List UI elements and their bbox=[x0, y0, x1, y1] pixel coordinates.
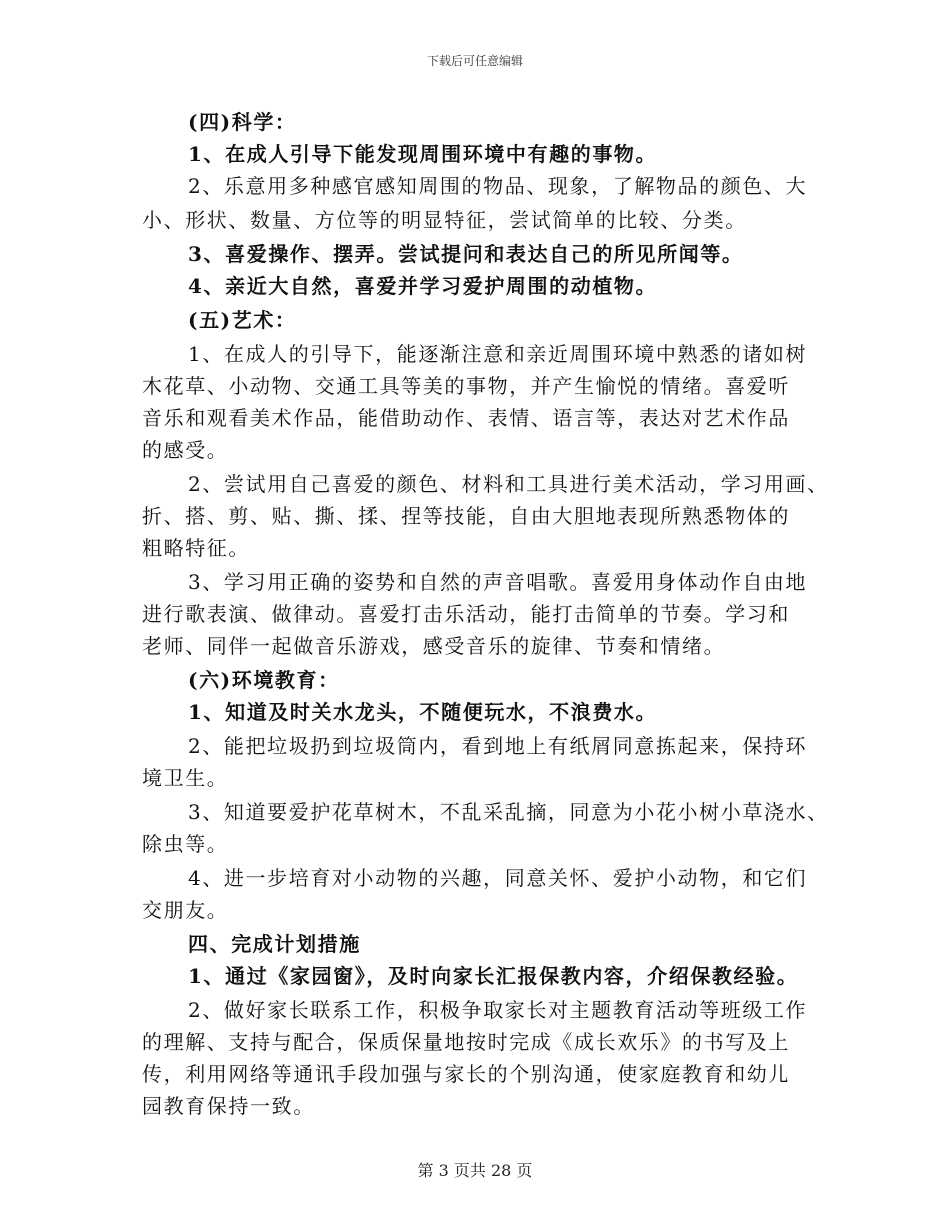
document-text-line: 4、进一步培育对小动物的兴趣，同意关怀、爱护小动物，和它们 bbox=[188, 866, 808, 890]
document-text-line: 除虫等。 bbox=[142, 832, 229, 856]
document-heading-line: 1、知道及时关水龙头，不随便玩水，不浪费水。 bbox=[188, 700, 658, 724]
document-heading-line: (五)艺术： bbox=[188, 308, 297, 332]
page-header-note: 下载后可任意编辑 bbox=[426, 54, 523, 68]
document-text-line: 进行歌表演、做律动。喜爱打击乐活动，能打击简单的节奏。学习和 bbox=[142, 602, 790, 626]
document-text-line: 2、做好家长联系工作，积极争取家长对主题教育活动等班级工作 bbox=[188, 998, 808, 1022]
document-text-line: 的理解、支持与配合，保质保量地按时完成《成长欢乐》的书写及上 bbox=[142, 1030, 790, 1054]
document-text-line: 粗略特征。 bbox=[142, 536, 250, 560]
document-text-line: 音乐和观看美术作品，能借助动作、表情、语言等，表达对艺术作品 bbox=[142, 406, 790, 430]
document-heading-line: 1、在成人引导下能发现周围环境中有趣的事物。 bbox=[188, 142, 658, 166]
document-heading-line: 四、完成计划措施 bbox=[188, 932, 361, 956]
document-text-line: 2、能把垃圾扔到垃圾筒内，看到地上有纸屑同意拣起来，保持环 bbox=[188, 734, 808, 758]
document-text-line: 境卫生。 bbox=[142, 766, 229, 790]
document-text-line: 3、学习用正确的姿势和自然的声音唱歌。喜爱用身体动作自由地 bbox=[188, 570, 808, 594]
document-text-line: 交朋友。 bbox=[142, 898, 229, 922]
document-heading-line: 3、喜爱操作、摆弄。尝试提问和表达自己的所见所闻等。 bbox=[188, 242, 744, 266]
document-text-line: 2、尝试用自己喜爱的颜色、材料和工具进行美术活动，学习用画、 bbox=[188, 472, 829, 496]
document-text-line: 1、在成人的引导下，能逐渐注意和亲近周围环境中熟悉的诸如树 bbox=[188, 342, 808, 366]
document-text-line: 木花草、小动物、交通工具等美的事物，并产生愉悦的情绪。喜爱听 bbox=[142, 374, 790, 398]
document-text-line: 3、知道要爱护花草树木，不乱采乱摘，同意为小花小树小草浇水、 bbox=[188, 800, 829, 824]
document-text-line: 折、搭、剪、贴、撕、揉、捏等技能，自由大胆地表现所熟悉物体的 bbox=[142, 504, 790, 528]
document-heading-line: 1、通过《家园窗》，及时向家长汇报保教内容，介绍保教经验。 bbox=[188, 964, 799, 988]
document-text-line: 园教育保持一致。 bbox=[142, 1094, 315, 1118]
document-text-line: 老师、同伴一起做音乐游戏，感受音乐的旋律、节奏和情绪。 bbox=[142, 634, 726, 658]
document-heading-line: (四)科学： bbox=[188, 110, 297, 134]
document-text-line: 小、形状、数量、方位等的明显特征，尝试简单的比较、分类。 bbox=[142, 208, 747, 232]
document-text-line: 传，利用网络等通讯手段加强与家长的个别沟通，使家庭教育和幼儿 bbox=[142, 1062, 790, 1086]
document-text-line: 2、乐意用多种感官感知周围的物品、现象，了解物品的颜色、大 bbox=[188, 174, 808, 198]
document-heading-line: 4、亲近大自然，喜爱并学习爱护周围的动植物。 bbox=[188, 274, 658, 298]
document-heading-line: (六)环境教育： bbox=[188, 668, 340, 692]
document-text-line: 的感受。 bbox=[142, 438, 229, 462]
page-footer-number: 第 3 页共 28 页 bbox=[417, 1161, 533, 1180]
